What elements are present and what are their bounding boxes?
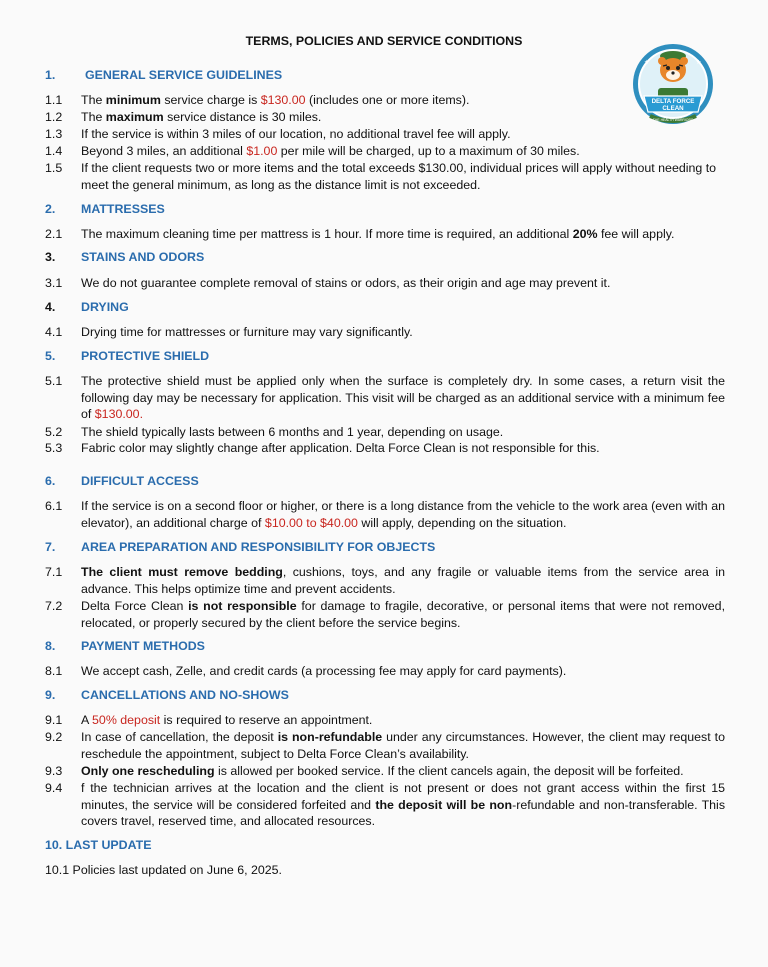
item-9-4: 9.4 f the technician arrives at the location and the client is not present or does not grant access within the first 15 minutes, the service will be considered forfeited and the deposit will be non-refundable and non-transferable. This covers travel, reserved time, and allocated resources. (45, 781, 726, 828)
item-1-5: 1.5 If the client requests two or more items and the total exceeds $130.00, individual prices will apply without needing to meet the general minimum, as long as the distance limit is not exceeded. (45, 161, 717, 192)
item-1-4: 1.4 Beyond 3 miles, an additional $1.00 per mile will be charged, up to a maximum of 30 miles. (45, 144, 580, 158)
section-title: GENERAL SERVICE GUIDELINES (85, 68, 283, 82)
section-heading-mattresses: 2. MATTRESSES (45, 202, 165, 216)
item-6-1: 6.1 If the service is on a second floor or higher, or there is a long distance from the vehicle to the work area (even with an elevator), an additional charge of $10.00 to $40.00 will apply, depending on the situation. (45, 499, 725, 530)
section-heading-protective-shield: 5. PROTECTIVE SHIELD (45, 349, 210, 363)
section-heading-general-service (45, 68, 282, 82)
item-10-1: 10.1 Policies last updated on June 6, 2025. (45, 863, 282, 877)
section-heading-last-update: 10. LAST UPDATE (45, 838, 152, 852)
svg-text:★: ★ (696, 60, 702, 66)
section-heading-stains: 3. STAINS AND ODORS (45, 250, 205, 264)
item-3-1: 3.1 We do not guarantee complete removal of stains or odors, as their origin and age may prevent it. (45, 276, 611, 290)
section-number: 1. (45, 68, 56, 82)
item-9-2: 9.2 In case of cancellation, the deposit is non-refundable under any circumstances. However, the client may request to reschedule the appointment, subject to Delta Force Clean’s availability. (45, 730, 725, 761)
item-5-2: 5.2 The shield typically lasts between 6 months and 1 year, depending on usage. (45, 425, 504, 439)
svg-text:THE HEALTH WARRIORS: THE HEALTH WARRIORS (652, 118, 694, 122)
svg-text:CLEAN: CLEAN (662, 105, 684, 112)
item-2-1: 2.1 The maximum cleaning time per mattress is 1 hour. If more time is required, an additional 20% fee will apply. (45, 227, 675, 241)
section-heading-drying: 4. DRYING (45, 300, 129, 314)
item-1-2: 1.2 The maximum service distance is 30 miles. (45, 110, 322, 124)
item-7-2: 7.2 Delta Force Clean is not responsible for damage to fragile, decorative, or personal items that were not removed, relocated, or properly secured by the client before the service begins. (45, 599, 726, 630)
svg-text:DELTA FORCE: DELTA FORCE (651, 98, 695, 105)
item-9-1: 9.1 A 50% deposit is required to reserve an appointment. (45, 713, 373, 727)
section-heading-cancellations: 9. CANCELLATIONS AND NO-SHOWS (45, 688, 289, 702)
svg-text:★: ★ (644, 60, 650, 66)
section-heading-area-preparation: 7. AREA PREPARATION AND RESPONSIBILITY FOR OBJECTS (45, 540, 436, 554)
item-9-3: 9.3 Only one rescheduling is allowed per booked service. If the client cancels again, the deposit will be forfeited. (45, 764, 684, 778)
item-5-1: 5.1 The protective shield must be applied only when the surface is completely dry. In some cases, a return visit the following day may be necessary for application. This visit will be charged as an additional service with a minimum fee of $130.00. (45, 374, 725, 421)
item-5-3: 5.3 Fabric color may slightly change after application. Delta Force Clean is not responsible for this. (45, 441, 600, 455)
item-7-1: 7.1 The client must remove bedding, cushions, toys, and any fragile or valuable items from the service area in advance. This helps optimize time and prevent accidents. (45, 565, 725, 596)
document-title: TERMS, POLICIES AND SERVICE CONDITIONS (245, 34, 523, 48)
section-heading-payment-methods: 8. PAYMENT METHODS (45, 639, 205, 653)
section-heading-difficult-access: 6. DIFFICULT ACCESS (45, 474, 199, 488)
item-1-3: 1.3 If the service is within 3 miles of our location, no additional travel fee will apply. (45, 127, 511, 141)
item-1-1: 1.1 The minimum service charge is $130.00 (includes one or more items). (45, 93, 470, 107)
item-4-1: 4.1 Drying time for mattresses or furniture may vary significantly. (45, 325, 413, 339)
item-8-1: 8.1 We accept cash, Zelle, and credit cards (a processing fee may apply for card payments). (45, 664, 567, 678)
